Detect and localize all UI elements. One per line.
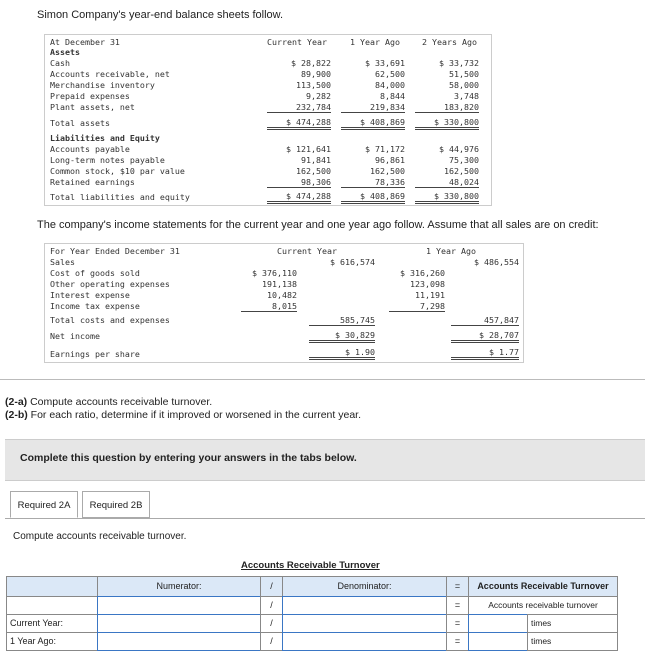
row-1yr: 8,844	[380, 91, 405, 101]
expense-cur: 8,015	[241, 301, 297, 312]
row-label: Long-term notes payable	[50, 155, 165, 165]
unit-times: times	[527, 614, 618, 633]
slash-header: /	[260, 576, 283, 597]
bs-header-1yr: 1 Year Ago	[350, 37, 400, 47]
row-2yr: 48,024	[415, 177, 479, 188]
question-a: Compute accounts receivable turnover.	[30, 396, 213, 408]
complete-banner	[5, 439, 645, 481]
intro-text: Simon Company's year-end balance sheets follow.	[37, 9, 284, 21]
row-current-year-label: Current Year:	[6, 614, 98, 633]
row-2yr: 3,748	[454, 91, 479, 101]
grid-title: Accounts Receivable Turnover	[241, 560, 380, 571]
eps-label: Earnings per share	[50, 349, 140, 359]
row-cur: $ 28,822	[291, 58, 331, 68]
row-label: Accounts payable	[50, 144, 130, 154]
row-cur: $ 121,641	[286, 144, 331, 154]
question-b: For each ratio, determine if it improved or worsened in the current year.	[30, 409, 361, 421]
row-label: Prepaid expenses	[50, 91, 130, 101]
denominator-header: Denominator:	[282, 576, 447, 597]
row-1yr: 219,834	[341, 102, 405, 113]
bs-header-2yr: 2 Years Ago	[422, 37, 477, 47]
expense-label: Cost of goods sold	[50, 268, 140, 278]
equals-header: =	[446, 576, 469, 597]
balance-sheet	[44, 34, 492, 206]
row-2yr: $ 44,976	[439, 144, 479, 154]
is-header-current: Current Year	[277, 246, 337, 256]
divider	[0, 379, 645, 380]
total-liab-1yr: $ 408,869	[341, 191, 405, 204]
eps-1yr: $ 1.77	[451, 347, 519, 360]
expense-1yr: 7,298	[389, 301, 445, 312]
total-assets-label: Total assets	[50, 118, 110, 128]
equals: =	[446, 632, 469, 651]
question-a-tag: (2-a)	[5, 396, 28, 408]
expense-label: Interest expense	[50, 290, 130, 300]
denominator-input-current[interactable]	[282, 614, 447, 633]
equals: =	[446, 614, 469, 633]
total-costs-cur: 585,745	[309, 315, 375, 326]
bs-header-current: Current Year	[267, 37, 327, 47]
expense-cur: 191,138	[262, 279, 297, 289]
row-2yr: 58,000	[449, 80, 479, 90]
row-label: Cash	[50, 58, 70, 68]
total-costs-1yr: 457,847	[451, 315, 519, 326]
denominator-input-header[interactable]	[282, 596, 447, 615]
row-2yr: $ 33,732	[439, 58, 479, 68]
tab-required-2b[interactable]: Required 2B	[82, 491, 150, 518]
row-label: Accounts receivable, net	[50, 69, 170, 79]
income-statement	[44, 243, 524, 363]
row-cur: 113,500	[296, 80, 331, 90]
slash: /	[260, 632, 283, 651]
question-b-tag: (2-b)	[5, 409, 28, 421]
row-cur: 232,784	[267, 102, 331, 113]
row-label: Merchandise inventory	[50, 80, 155, 90]
row-1yr: 62,500	[375, 69, 405, 79]
expense-1yr: $ 316,260	[400, 268, 445, 278]
slash: /	[260, 614, 283, 633]
eps-cur: $ 1.90	[309, 347, 375, 360]
row-2yr: 162,500	[444, 166, 479, 176]
question-text	[5, 396, 361, 422]
expense-1yr: 123,098	[410, 279, 445, 289]
tab-instruction: Compute accounts receivable turnover.	[13, 531, 187, 542]
liab-heading: Liabilities and Equity	[50, 133, 160, 143]
total-costs-label: Total costs and expenses	[50, 315, 170, 325]
result-input-1yr[interactable]	[468, 632, 528, 651]
row-1-year-ago-label: 1 Year Ago:	[6, 632, 98, 651]
row-2yr: 51,500	[449, 69, 479, 79]
complete-text: Complete this question by entering your answers in the tabs below.	[20, 452, 357, 464]
expense-cur: 10,482	[267, 290, 297, 300]
row-1yr: 84,000	[375, 80, 405, 90]
unit-times: times	[527, 632, 618, 651]
assets-heading: Assets	[50, 47, 80, 57]
sales-cur: $ 616,574	[330, 257, 375, 267]
row-1yr: 162,500	[370, 166, 405, 176]
denominator-input-1yr[interactable]	[282, 632, 447, 651]
numerator-input-current[interactable]	[97, 614, 261, 633]
expense-label: Income tax expense	[50, 301, 140, 311]
total-liab-cur: $ 474,288	[267, 191, 331, 204]
row-cur: 9,282	[306, 91, 331, 101]
income-intro-text: The company's income statements for the current year and one year ago follow. Assume that all sales are on credit:	[37, 219, 599, 231]
result-header: Accounts Receivable Turnover	[468, 576, 618, 597]
row-1yr: $ 33,691	[365, 58, 405, 68]
row-label: Plant assets, net	[50, 102, 135, 112]
tab-required-2a[interactable]: Required 2A	[10, 491, 78, 518]
total-assets-1yr: $ 408,869	[341, 117, 405, 130]
row-cur: 89,900	[301, 69, 331, 79]
sales-label: Sales	[50, 257, 75, 267]
result-input-current[interactable]	[468, 614, 528, 633]
total-assets-2yr: $ 330,800	[415, 117, 479, 130]
row-2yr: 183,820	[415, 102, 479, 113]
bs-header-label: At December 31	[50, 37, 120, 47]
row-cur: 98,306	[267, 177, 331, 188]
row-1yr: 96,861	[375, 155, 405, 165]
row-cur: 162,500	[296, 166, 331, 176]
row-1yr: $ 71,172	[365, 144, 405, 154]
expense-label: Other operating expenses	[50, 279, 170, 289]
row-label: Retained earnings	[50, 177, 135, 187]
net-income-label: Net income	[50, 331, 100, 341]
row-1yr: 78,336	[341, 177, 405, 188]
total-assets-cur: $ 474,288	[267, 117, 331, 130]
total-liab-2yr: $ 330,800	[415, 191, 479, 204]
expense-cur: $ 376,110	[252, 268, 297, 278]
slash: /	[260, 596, 283, 615]
net-income-1yr: $ 28,707	[451, 330, 519, 343]
expense-1yr: 11,191	[415, 290, 445, 300]
row-2yr: 75,300	[449, 155, 479, 165]
is-header-1yr: 1 Year Ago	[426, 246, 476, 256]
grid-row-label	[6, 596, 98, 615]
sales-1yr: $ 486,554	[474, 257, 519, 267]
row-cur: 91,841	[301, 155, 331, 165]
numerator-input-1yr[interactable]	[97, 632, 261, 651]
numerator-header: Numerator:	[97, 576, 261, 597]
result-subheader: Accounts receivable turnover	[468, 596, 618, 615]
net-income-cur: $ 30,829	[309, 330, 375, 343]
numerator-input-header[interactable]	[97, 596, 261, 615]
total-liab-label: Total liabilities and equity	[50, 192, 190, 202]
is-header-label: For Year Ended December 31	[50, 246, 180, 256]
grid-header-blank	[6, 576, 98, 597]
row-label: Common stock, $10 par value	[50, 166, 185, 176]
equals: =	[446, 596, 469, 615]
